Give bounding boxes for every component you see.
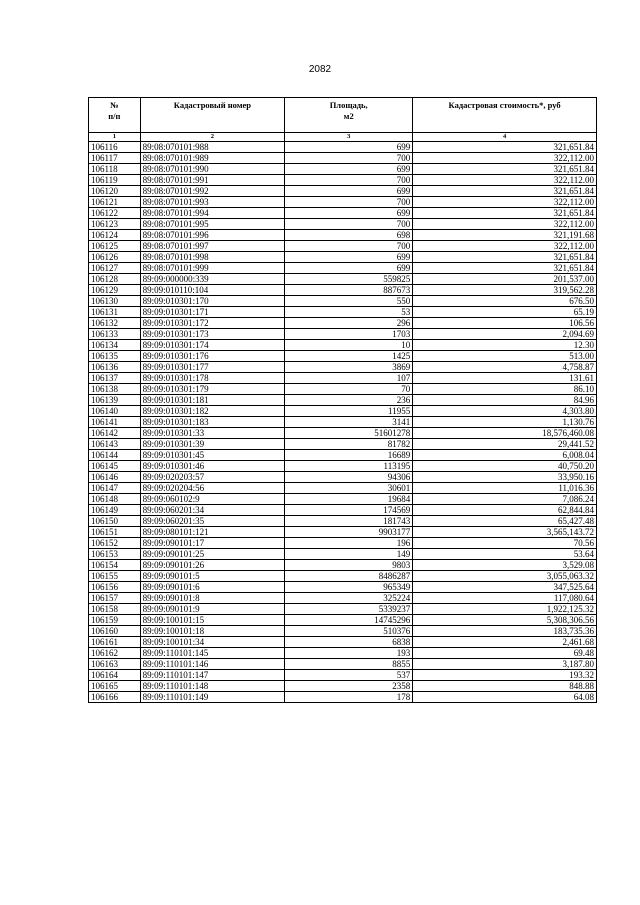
row-number-cell: 106119 <box>89 175 141 186</box>
row-number-cell: 106147 <box>89 483 141 494</box>
cadastral-number-cell: 89:09:000000:339 <box>140 274 285 285</box>
area-cell: 19684 <box>285 494 413 505</box>
cadastral-number-cell: 89:09:010301:179 <box>140 384 285 395</box>
cadastral-value-cell: 64.08 <box>413 692 597 703</box>
cadastral-number-cell: 89:09:020203:57 <box>140 472 285 483</box>
cadastral-value-cell: 65.19 <box>413 307 597 318</box>
table-header <box>89 98 597 142</box>
row-number-cell: 106129 <box>89 285 141 296</box>
column-number: 3 <box>285 133 413 142</box>
cadastral-number-cell: 89:09:010301:174 <box>140 340 285 351</box>
row-number-cell: 106124 <box>89 230 141 241</box>
row-number-cell: 106135 <box>89 351 141 362</box>
area-cell: 296 <box>285 318 413 329</box>
cadastral-value-cell: 86.10 <box>413 384 597 395</box>
row-number-cell: 106152 <box>89 538 141 549</box>
header-area: Площадь, м2 <box>285 98 413 133</box>
row-number-cell: 106116 <box>89 142 141 153</box>
row-number-cell: 106163 <box>89 659 141 670</box>
cadastral-value-cell: 676.50 <box>413 296 597 307</box>
table-row <box>89 186 597 197</box>
cadastral-number-cell: 89:09:010301:39 <box>140 439 285 450</box>
table-row <box>89 340 597 351</box>
area-cell: 11955 <box>285 406 413 417</box>
table-row <box>89 626 597 637</box>
column-number: 2 <box>140 133 285 142</box>
row-number-cell: 106144 <box>89 450 141 461</box>
area-cell: 196 <box>285 538 413 549</box>
table-row <box>89 164 597 175</box>
cadastral-number-cell: 89:09:010301:33 <box>140 428 285 439</box>
cadastral-value-cell: 5,308,306.56 <box>413 615 597 626</box>
area-cell: 181743 <box>285 516 413 527</box>
area-cell: 2358 <box>285 681 413 692</box>
table-row <box>89 153 597 164</box>
cadastral-value-cell: 4,758.87 <box>413 362 597 373</box>
table-row <box>89 593 597 604</box>
area-cell: 699 <box>285 263 413 274</box>
row-number-cell: 106132 <box>89 318 141 329</box>
table-row <box>89 582 597 593</box>
table-row <box>89 450 597 461</box>
cadastral-number-cell: 89:09:080101:121 <box>140 527 285 538</box>
area-cell: 236 <box>285 395 413 406</box>
cadastral-number-cell: 89:08:070101:990 <box>140 164 285 175</box>
cadastral-number-cell: 89:09:010301:182 <box>140 406 285 417</box>
cadastral-number-cell: 89:09:020204:56 <box>140 483 285 494</box>
area-cell: 698 <box>285 230 413 241</box>
cadastral-value-cell: 7,086.24 <box>413 494 597 505</box>
area-cell: 94306 <box>285 472 413 483</box>
cadastral-value-cell: 18,576,460.08 <box>413 428 597 439</box>
cadastral-value-cell: 70.56 <box>413 538 597 549</box>
cadastral-number-cell: 89:09:010301:172 <box>140 318 285 329</box>
cadastral-value-cell: 321,651.84 <box>413 252 597 263</box>
area-cell: 51601278 <box>285 428 413 439</box>
area-cell: 965349 <box>285 582 413 593</box>
table-row <box>89 439 597 450</box>
area-cell: 699 <box>285 142 413 153</box>
area-cell: 1425 <box>285 351 413 362</box>
cadastral-number-cell: 89:08:070101:988 <box>140 142 285 153</box>
cadastral-number-cell: 89:09:010110:104 <box>140 285 285 296</box>
table-row <box>89 252 597 263</box>
cadastral-number-cell: 89:09:110101:146 <box>140 659 285 670</box>
cadastral-value-cell: 322,112.00 <box>413 219 597 230</box>
area-cell: 193 <box>285 648 413 659</box>
cadastral-number-cell: 89:08:070101:994 <box>140 208 285 219</box>
area-cell: 14745296 <box>285 615 413 626</box>
row-number-cell: 106160 <box>89 626 141 637</box>
area-cell: 699 <box>285 208 413 219</box>
cadastral-value-cell: 321,651.84 <box>413 208 597 219</box>
cadastral-value-cell: 319,562.28 <box>413 285 597 296</box>
page-number: 2082 <box>308 64 332 75</box>
cadastral-number-cell: 89:09:010301:177 <box>140 362 285 373</box>
table-row <box>89 659 597 670</box>
row-number-cell: 106161 <box>89 637 141 648</box>
cadastral-number-cell: 89:09:010301:173 <box>140 329 285 340</box>
table-row <box>89 681 597 692</box>
row-number-cell: 106151 <box>89 527 141 538</box>
cadastral-value-cell: 84.96 <box>413 395 597 406</box>
table-row <box>89 219 597 230</box>
table-row <box>89 175 597 186</box>
cadastral-table <box>88 97 597 703</box>
row-number-cell: 106156 <box>89 582 141 593</box>
table-row <box>89 384 597 395</box>
area-cell: 700 <box>285 153 413 164</box>
row-number-cell: 106148 <box>89 494 141 505</box>
cadastral-number-cell: 89:09:090101:6 <box>140 582 285 593</box>
area-cell: 178 <box>285 692 413 703</box>
table-row <box>89 428 597 439</box>
column-number: 1 <box>89 133 141 142</box>
cadastral-value-cell: 2,461.68 <box>413 637 597 648</box>
cadastral-number-cell: 89:09:090101:17 <box>140 538 285 549</box>
area-cell: 510376 <box>285 626 413 637</box>
table-row <box>89 560 597 571</box>
cadastral-value-cell: 183,735.36 <box>413 626 597 637</box>
row-number-cell: 106137 <box>89 373 141 384</box>
cadastral-value-cell: 65,427.48 <box>413 516 597 527</box>
table-row <box>89 197 597 208</box>
area-cell: 5339237 <box>285 604 413 615</box>
table-row <box>89 318 597 329</box>
table-row <box>89 285 597 296</box>
row-number-cell: 106146 <box>89 472 141 483</box>
cadastral-value-cell: 6,008.04 <box>413 450 597 461</box>
table-row <box>89 274 597 285</box>
area-cell: 70 <box>285 384 413 395</box>
table-row <box>89 142 597 153</box>
cadastral-number-cell: 89:09:010301:176 <box>140 351 285 362</box>
table-row <box>89 505 597 516</box>
row-number-cell: 106138 <box>89 384 141 395</box>
row-number-cell: 106131 <box>89 307 141 318</box>
cadastral-value-cell: 322,112.00 <box>413 153 597 164</box>
table-row <box>89 406 597 417</box>
table-row <box>89 494 597 505</box>
area-cell: 700 <box>285 197 413 208</box>
table-row <box>89 483 597 494</box>
table-row <box>89 263 597 274</box>
cadastral-value-cell: 321,651.84 <box>413 142 597 153</box>
cadastral-value-cell: 201,537.00 <box>413 274 597 285</box>
row-number-cell: 106126 <box>89 252 141 263</box>
cadastral-value-cell: 513.00 <box>413 351 597 362</box>
cadastral-number-cell: 89:08:070101:991 <box>140 175 285 186</box>
cadastral-number-cell: 89:09:090101:8 <box>140 593 285 604</box>
row-number-cell: 106142 <box>89 428 141 439</box>
cadastral-value-cell: 53.64 <box>413 549 597 560</box>
cadastral-value-cell: 3,529.08 <box>413 560 597 571</box>
row-number-cell: 106123 <box>89 219 141 230</box>
row-number-cell: 106165 <box>89 681 141 692</box>
row-number-cell: 106155 <box>89 571 141 582</box>
cadastral-value-cell: 347,525.64 <box>413 582 597 593</box>
row-number-cell: 106125 <box>89 241 141 252</box>
cadastral-number-cell: 89:09:010301:45 <box>140 450 285 461</box>
cadastral-value-cell: 848.88 <box>413 681 597 692</box>
area-cell: 8486287 <box>285 571 413 582</box>
area-cell: 700 <box>285 175 413 186</box>
cadastral-number-cell: 89:09:090101:25 <box>140 549 285 560</box>
cadastral-number-cell: 89:08:070101:997 <box>140 241 285 252</box>
area-cell: 16689 <box>285 450 413 461</box>
cadastral-value-cell: 2,094.69 <box>413 329 597 340</box>
cadastral-value-cell: 3,055,063.32 <box>413 571 597 582</box>
row-number-cell: 106153 <box>89 549 141 560</box>
row-number-cell: 106134 <box>89 340 141 351</box>
cadastral-value-cell: 322,112.00 <box>413 197 597 208</box>
table-row <box>89 307 597 318</box>
table-row <box>89 527 597 538</box>
cadastral-value-cell: 62,844.84 <box>413 505 597 516</box>
table-row <box>89 615 597 626</box>
cadastral-number-cell: 89:09:010301:181 <box>140 395 285 406</box>
cadastral-number-cell: 89:08:070101:999 <box>140 263 285 274</box>
area-cell: 113195 <box>285 461 413 472</box>
area-cell: 30601 <box>285 483 413 494</box>
cadastral-value-cell: 106.56 <box>413 318 597 329</box>
cadastral-value-cell: 29,441.52 <box>413 439 597 450</box>
area-cell: 6838 <box>285 637 413 648</box>
cadastral-value-cell: 40,750.20 <box>413 461 597 472</box>
table-row <box>89 395 597 406</box>
cadastral-number-cell: 89:09:090101:5 <box>140 571 285 582</box>
cadastral-number-cell: 89:09:060102:9 <box>140 494 285 505</box>
cadastral-value-cell: 321,651.84 <box>413 164 597 175</box>
row-number-cell: 106164 <box>89 670 141 681</box>
cadastral-value-cell: 322,112.00 <box>413 175 597 186</box>
table-row <box>89 538 597 549</box>
area-cell: 9803 <box>285 560 413 571</box>
row-number-cell: 106128 <box>89 274 141 285</box>
area-cell: 174569 <box>285 505 413 516</box>
cadastral-number-cell: 89:09:100101:18 <box>140 626 285 637</box>
header-cadastral-number: Кадастровый номер <box>140 98 285 133</box>
row-number-cell: 106143 <box>89 439 141 450</box>
row-number-cell: 106149 <box>89 505 141 516</box>
area-cell: 8855 <box>285 659 413 670</box>
area-cell: 3141 <box>285 417 413 428</box>
table-row <box>89 329 597 340</box>
area-cell: 699 <box>285 252 413 263</box>
row-number-cell: 106136 <box>89 362 141 373</box>
table-row <box>89 670 597 681</box>
row-number-cell: 106133 <box>89 329 141 340</box>
table-row <box>89 373 597 384</box>
cadastral-number-cell: 89:09:100101:34 <box>140 637 285 648</box>
header-row-number: № п/п <box>89 98 141 133</box>
cadastral-number-cell: 89:09:010301:46 <box>140 461 285 472</box>
cadastral-number-cell: 89:08:070101:996 <box>140 230 285 241</box>
area-cell: 1703 <box>285 329 413 340</box>
cadastral-value-cell: 321,651.84 <box>413 186 597 197</box>
table-row <box>89 417 597 428</box>
area-cell: 107 <box>285 373 413 384</box>
cadastral-number-cell: 89:09:060201:35 <box>140 516 285 527</box>
cadastral-value-cell: 321,651.84 <box>413 263 597 274</box>
row-number-cell: 106157 <box>89 593 141 604</box>
row-number-cell: 106150 <box>89 516 141 527</box>
cadastral-number-cell: 89:08:070101:998 <box>140 252 285 263</box>
row-number-cell: 106117 <box>89 153 141 164</box>
row-number-cell: 106139 <box>89 395 141 406</box>
cadastral-value-cell: 11,016.36 <box>413 483 597 494</box>
cadastral-value-cell: 1,922,125.32 <box>413 604 597 615</box>
cadastral-number-cell: 89:09:110101:148 <box>140 681 285 692</box>
cadastral-number-cell: 89:08:070101:993 <box>140 197 285 208</box>
table-row <box>89 208 597 219</box>
row-number-cell: 106158 <box>89 604 141 615</box>
cadastral-value-cell: 3,565,143.72 <box>413 527 597 538</box>
cadastral-number-cell: 89:09:110101:145 <box>140 648 285 659</box>
cadastral-value-cell: 69.48 <box>413 648 597 659</box>
cadastral-number-cell: 89:09:010301:171 <box>140 307 285 318</box>
cadastral-number-cell: 89:09:010301:183 <box>140 417 285 428</box>
cadastral-value-cell: 117,080.64 <box>413 593 597 604</box>
row-number-cell: 106127 <box>89 263 141 274</box>
row-number-cell: 106120 <box>89 186 141 197</box>
cadastral-number-cell: 89:09:100101:15 <box>140 615 285 626</box>
table-row <box>89 230 597 241</box>
table-row <box>89 516 597 527</box>
cadastral-value-cell: 4,303.80 <box>413 406 597 417</box>
area-cell: 699 <box>285 164 413 175</box>
row-number-cell: 106154 <box>89 560 141 571</box>
row-number-cell: 106141 <box>89 417 141 428</box>
row-number-cell: 106122 <box>89 208 141 219</box>
cadastral-value-cell: 322,112.00 <box>413 241 597 252</box>
table-row <box>89 461 597 472</box>
header-cadastral-value: Кадастровая стоимость*, руб <box>413 98 597 133</box>
table-row <box>89 362 597 373</box>
cadastral-number-cell: 89:09:110101:149 <box>140 692 285 703</box>
cadastral-number-cell: 89:09:060201:34 <box>140 505 285 516</box>
table-row <box>89 604 597 615</box>
row-number-cell: 106162 <box>89 648 141 659</box>
area-cell: 81782 <box>285 439 413 450</box>
row-number-cell: 106130 <box>89 296 141 307</box>
area-cell: 325224 <box>285 593 413 604</box>
table-body <box>89 142 597 703</box>
cadastral-value-cell: 193.32 <box>413 670 597 681</box>
row-number-cell: 106159 <box>89 615 141 626</box>
table-row <box>89 241 597 252</box>
area-cell: 559825 <box>285 274 413 285</box>
area-cell: 3869 <box>285 362 413 373</box>
area-cell: 10 <box>285 340 413 351</box>
row-number-cell: 106121 <box>89 197 141 208</box>
table-row <box>89 351 597 362</box>
table-row <box>89 692 597 703</box>
cadastral-number-cell: 89:08:070101:992 <box>140 186 285 197</box>
cadastral-number-cell: 89:08:070101:989 <box>140 153 285 164</box>
cadastral-value-cell: 1,130.76 <box>413 417 597 428</box>
area-cell: 887673 <box>285 285 413 296</box>
table-row <box>89 571 597 582</box>
cadastral-value-cell: 131.61 <box>413 373 597 384</box>
row-number-cell: 106166 <box>89 692 141 703</box>
table-row <box>89 296 597 307</box>
cadastral-number-cell: 89:09:090101:9 <box>140 604 285 615</box>
area-cell: 700 <box>285 241 413 252</box>
table-row <box>89 637 597 648</box>
row-number-cell: 106140 <box>89 406 141 417</box>
row-number-cell: 106118 <box>89 164 141 175</box>
cadastral-number-cell: 89:09:010301:170 <box>140 296 285 307</box>
area-cell: 53 <box>285 307 413 318</box>
table-row <box>89 472 597 483</box>
cadastral-number-cell: 89:09:110101:147 <box>140 670 285 681</box>
cadastral-value-cell: 33,950.16 <box>413 472 597 483</box>
cadastral-number-cell: 89:08:070101:995 <box>140 219 285 230</box>
area-cell: 9903177 <box>285 527 413 538</box>
table-row <box>89 549 597 560</box>
area-cell: 550 <box>285 296 413 307</box>
area-cell: 699 <box>285 186 413 197</box>
cadastral-value-cell: 3,187.80 <box>413 659 597 670</box>
row-number-cell: 106145 <box>89 461 141 472</box>
cadastral-number-cell: 89:09:010301:178 <box>140 373 285 384</box>
area-cell: 700 <box>285 219 413 230</box>
cadastral-value-cell: 12.30 <box>413 340 597 351</box>
column-number: 4 <box>413 133 597 142</box>
cadastral-value-cell: 321,191.68 <box>413 230 597 241</box>
area-cell: 149 <box>285 549 413 560</box>
cadastral-number-cell: 89:09:090101:26 <box>140 560 285 571</box>
table-row <box>89 648 597 659</box>
area-cell: 537 <box>285 670 413 681</box>
